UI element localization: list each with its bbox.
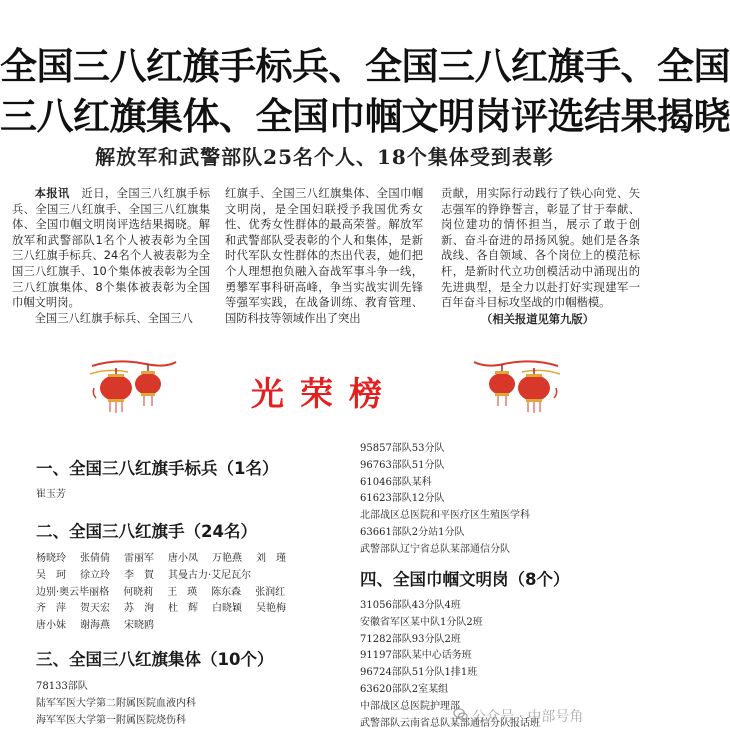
list-item: 北部战区总医院和平医疗区生殖医学科 [360, 510, 530, 522]
list-item: 96724部队51分队1排1班 [360, 667, 478, 679]
lantern-icon-right [472, 360, 562, 414]
name-item: 何晓莉 [123, 586, 154, 598]
headline-line-1: 全国三八红旗手标兵、全国三八红旗手、全国 [0, 45, 730, 88]
section-title-1: 一、全国三八红旗手标兵（1名） [36, 459, 279, 478]
list-item: 61623部队12分队 [360, 493, 445, 505]
list-item: 95857部队53分队 [360, 443, 445, 454]
list-item: 61046部队某科 [360, 476, 432, 488]
name-item: 齐 萍 [36, 603, 66, 615]
list-item: 陆军军医大学第二附属医院血液内科 [36, 697, 196, 709]
list-item: 海军军医大学第一附属医院烧伤科 [36, 714, 186, 726]
name-item: 刘 瑾 [256, 553, 286, 564]
name-row [36, 618, 300, 635]
name-row [36, 585, 300, 602]
name-item: 边别·奥云毕丽格 [36, 586, 110, 598]
section-2-list [36, 551, 300, 635]
name-item: 杜 辉 [168, 603, 198, 615]
article-column-2 [225, 186, 423, 326]
name-row [36, 568, 300, 585]
article-column-3 [441, 186, 640, 327]
name-item: 苏 洵 [124, 603, 154, 615]
list-item: 崔玉芳 [36, 489, 66, 500]
article-paragraph-2: 全国三八红旗手标兵、全国三八 [34, 311, 193, 325]
section-title-2: 二、全国三八红旗手（24名） [36, 522, 257, 541]
name-item: 唐小妹 [36, 620, 66, 632]
list-item: 63620部队2室某组 [360, 683, 449, 695]
name-item: 宋晓鸥 [124, 620, 154, 632]
article-paragraph-3: 红旗手、全国三八红旗集体、全国巾帼文明岗，是全国妇联授予我国优秀女性、优秀女性群体的最高荣誉。解放军和武警部队受表彰的个人和集体，是新时代军队女性群体的杰出代表，她们把个人理想抱负融入奋战军事斗争一线，勇攀军事科研高峰，争当实战实训先锋等强军实践，在战备训练、教育管理、国防科技等领域作出了突出 [225, 187, 423, 325]
name-item: 张倩倩 [80, 553, 110, 564]
subtitle: 解放军和武警部队25名个人、18个集体受到表彰 [95, 145, 554, 169]
name-item: 王 瑛 [167, 586, 198, 598]
name-item: 吴艳梅 [256, 603, 286, 615]
list-item: 武警部队云南省总队某部通信分队报话班 [360, 717, 540, 729]
list-item: 71282部队93分队2班 [360, 633, 461, 645]
list-item: 78133部队 [36, 681, 88, 692]
section-3-list [36, 679, 196, 729]
honor-roll-banner: 光荣榜 [251, 374, 398, 413]
headline-line-2: 三八红旗集体、全国巾帼文明岗评选结果揭晓 [0, 95, 730, 138]
name-item: 万艳燕 [212, 553, 242, 564]
list-item: 96763部队51分队 [360, 459, 445, 471]
section-3-list-continued [360, 441, 530, 559]
wechat-icon [453, 707, 468, 722]
list-item: 31056部队43分队4班 [360, 600, 461, 611]
article-paragraph-1: 近日，全国三八红旗手标兵、全国三八红旗手、全国三八红旗集体、全国巾帼文明岗评选结果揭晓。解放军和武警部队1名个人被表彰为全国三八红旗手标兵、24名个人被表彰为全国三八红旗手、10个集体被表彰为全国三八红旗集体、8个集体被表彰为全国巾帼文明岗。 [12, 187, 210, 310]
name-item: 其曼古力·艾尼瓦尔 [168, 569, 252, 581]
list-item: 91197部队某中心话务班 [360, 650, 472, 662]
section-title-4: 四、全国巾帼文明岗（8个） [360, 570, 570, 589]
name-item: 谢海燕 [80, 620, 110, 632]
name-item: 张润红 [255, 586, 286, 598]
related-report-note: （相关报道见第九版） [481, 312, 594, 326]
article-column-1 [12, 186, 210, 326]
name-item: 陈东森 [211, 586, 242, 598]
name-item: 雷丽军 [124, 553, 154, 564]
section-1-list [36, 487, 66, 504]
list-item: 中部战区总医院护理部 [360, 700, 460, 712]
lead-marker: 本报讯 [34, 187, 70, 200]
name-item: 李 賀 [124, 569, 154, 581]
name-item: 贺天宏 [80, 603, 110, 615]
section-title-3: 三、全国三八红旗集体（10个） [36, 650, 274, 669]
name-item: 白晓颖 [212, 603, 242, 615]
name-item: 徐立玲 [80, 569, 110, 581]
name-row [36, 601, 300, 618]
list-item: 武警部队辽宁省总队某部通信分队 [360, 543, 510, 555]
name-item: 吴 珂 [36, 569, 66, 581]
watermark: 公众号 · 中部号角 [472, 709, 584, 725]
list-item: 安徽省军区某中队1分队2班 [360, 616, 483, 628]
name-row [36, 551, 300, 568]
list-item: 63661部队2分站1分队 [360, 526, 465, 538]
name-item: 唐小凤 [168, 553, 198, 564]
article-paragraph-4: 贡献，用实际行动践行了铁心向党、矢志强军的铮铮誓言，彰显了甘于奉献、岗位建功的情怀担当，展示了敢于创新、奋斗奋进的昂扬风貌。她们是各条战线、各自领域、各个岗位上的模范标杆，是新时代立功创模活动中涌现出的先进典型，是全力以赴打好实现建军一百年奋斗目标攻坚战的巾帼楷模。 [441, 187, 640, 310]
name-item: 杨晓玲 [36, 553, 66, 564]
